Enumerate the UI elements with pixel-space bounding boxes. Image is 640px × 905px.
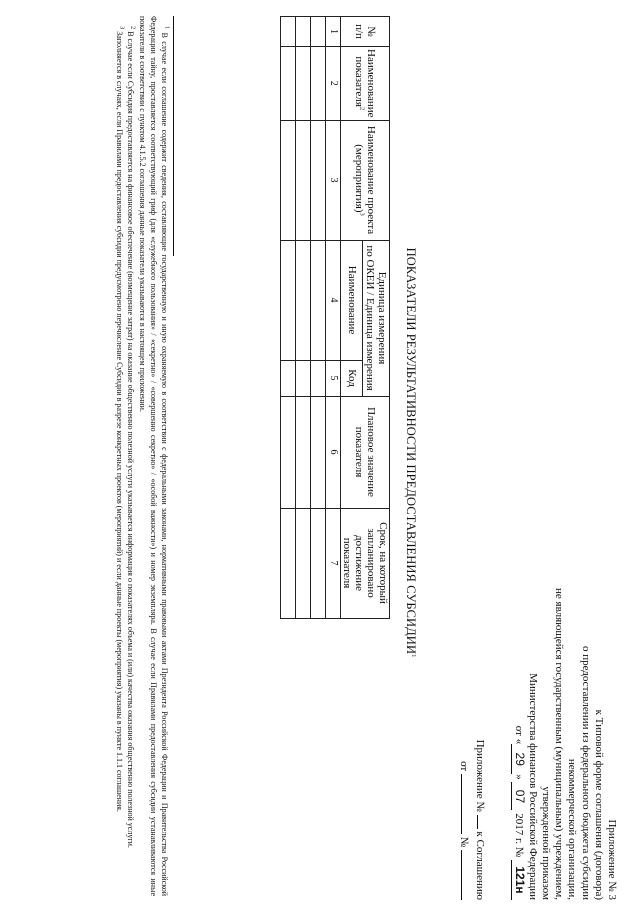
header-cell-project-name: Наименование проекта (мероприятия)$^3$ bbox=[341, 120, 390, 240]
header-line-5: не являющейся государственным (муниципальным) учреждением, bbox=[553, 588, 566, 900]
table-cell[interactable] bbox=[311, 360, 326, 396]
table-cell[interactable] bbox=[281, 360, 296, 396]
appendix-line-2 bbox=[456, 600, 472, 900]
appendix-number-blank bbox=[477, 815, 478, 829]
approval-header bbox=[511, 570, 618, 900]
column-number: 6 bbox=[326, 396, 341, 508]
appendix-no-label: № bbox=[458, 836, 470, 848]
table-cell[interactable] bbox=[281, 240, 296, 360]
footnote-1: $^1$ В случае если соглашение содержит сведения, составляющие государственную и иную охраняемую в соответствии с федеральными законами, нормативными правовыми актами Президента Российской Федерации и Правительства Российской Федерации тайну, проставляется соответствующий гриф (для «служебного пользования» / «секретно» / «совершенно секретно» / «особой важности») и номер экземпляра. В случае если Правилами предоставления субсидии устанавливаются иные показатели в соответствии с пунктом 4.1.5.2 соглашения данные показатели указываются в настоящем приложении. bbox=[137, 16, 171, 897]
date-mid: » bbox=[512, 774, 525, 780]
header-cell-unit-code: Код bbox=[341, 360, 363, 396]
appendix-agreement-label: к Соглашению bbox=[474, 831, 486, 900]
date-prefix: от « bbox=[512, 725, 525, 745]
header-line-3: о предоставлении из федерального бюджета субсидии bbox=[579, 645, 592, 900]
appendix-from-label: от bbox=[458, 761, 470, 772]
header-line-2: к Типовой форме соглашения (договора) bbox=[592, 709, 605, 900]
table-cell[interactable] bbox=[281, 396, 296, 508]
header-cell-unit-name: Наименование bbox=[341, 240, 363, 360]
column-number: 2 bbox=[326, 47, 341, 121]
page-title: ПОКАЗАТЕЛИ РЕЗУЛЬТАТИВНОСТИ ПРЕДОСТАВЛЕНИЯ СУБСИДИИ$^1$ bbox=[404, 247, 418, 658]
footnotes bbox=[114, 16, 170, 896]
header-cell-deadline: Срок, на который запланировано достижение показателя bbox=[341, 508, 390, 618]
column-number: 7 bbox=[326, 508, 341, 618]
table-cell[interactable] bbox=[296, 17, 311, 47]
header-date-line bbox=[511, 570, 525, 900]
table-cell[interactable] bbox=[311, 508, 326, 618]
table-row bbox=[311, 17, 326, 619]
table-cell[interactable] bbox=[296, 120, 311, 240]
table-numbering-row bbox=[326, 17, 341, 619]
footnote-3: $^3$ Заполняется в случаях, если Правилами предоставления субсидии предусмотрено перечисление Субсидии в разрезе конкретных проектов (мероприятий) и если данные проекты (мероприятия) указаны в пункте 1.1.1 соглашения. bbox=[115, 26, 126, 812]
handwritten-day: 29 bbox=[511, 744, 525, 774]
appendix-line-1 bbox=[472, 600, 488, 900]
handwritten-month: 07 bbox=[511, 782, 525, 810]
header-line-6: утвержденной приказом bbox=[539, 786, 552, 900]
header-line-7: Министерства финансов Российской Федерации bbox=[526, 673, 539, 900]
header-cell-indicator-name: Наименование показателя$^2$ bbox=[341, 47, 390, 121]
appendix-label: Приложение № bbox=[474, 739, 486, 812]
header-cell-unit-group: Единица измерения по ОКЕИ / Единица измерения bbox=[363, 240, 390, 396]
table-cell[interactable] bbox=[296, 47, 311, 121]
appendix-no-blank bbox=[461, 850, 462, 900]
title-footnote-mark: 1 bbox=[410, 654, 418, 658]
table-cell[interactable] bbox=[296, 396, 311, 508]
column-number: 4 bbox=[326, 240, 341, 360]
table-row bbox=[296, 17, 311, 619]
table-cell[interactable] bbox=[311, 396, 326, 508]
date-year: 2017 г. № bbox=[512, 813, 525, 858]
column-number: 1 bbox=[326, 17, 341, 47]
column-number: 5 bbox=[326, 360, 341, 396]
table-header-row-1 bbox=[363, 17, 390, 619]
table-cell[interactable] bbox=[296, 360, 311, 396]
table-cell[interactable] bbox=[281, 508, 296, 618]
table-row bbox=[281, 17, 296, 619]
table-cell[interactable] bbox=[311, 240, 326, 360]
appendix-date-blank bbox=[461, 774, 462, 834]
table-cell[interactable] bbox=[281, 120, 296, 240]
footnote-2: $^2$ В случае если Субсидия предоставляется на финансовое обеспечение (возмещение затрат) на оказание общественно полезной услуги указывается информация о показателях объема и (или) качества оказания общественно полезной услуги. bbox=[126, 26, 138, 848]
table-cell[interactable] bbox=[281, 47, 296, 121]
header-line-1: Приложение № 3 bbox=[606, 819, 618, 900]
table-cell[interactable] bbox=[296, 508, 311, 618]
column-number: 3 bbox=[326, 120, 341, 240]
header-cell-planned-value: Плановое значение показателя bbox=[341, 396, 390, 508]
appendix-reference bbox=[456, 600, 488, 900]
table-cell[interactable] bbox=[311, 17, 326, 47]
table-cell[interactable] bbox=[311, 47, 326, 121]
header-cell-number: № п/п bbox=[341, 17, 390, 47]
table-cell[interactable] bbox=[296, 240, 311, 360]
table-cell[interactable] bbox=[281, 17, 296, 47]
header-line-4: некоммерческой организации, bbox=[566, 758, 579, 900]
footnote-divider bbox=[173, 16, 174, 256]
table-cell[interactable] bbox=[311, 120, 326, 240]
handwritten-order-number: 121н bbox=[511, 860, 525, 900]
indicators-table bbox=[280, 16, 390, 619]
